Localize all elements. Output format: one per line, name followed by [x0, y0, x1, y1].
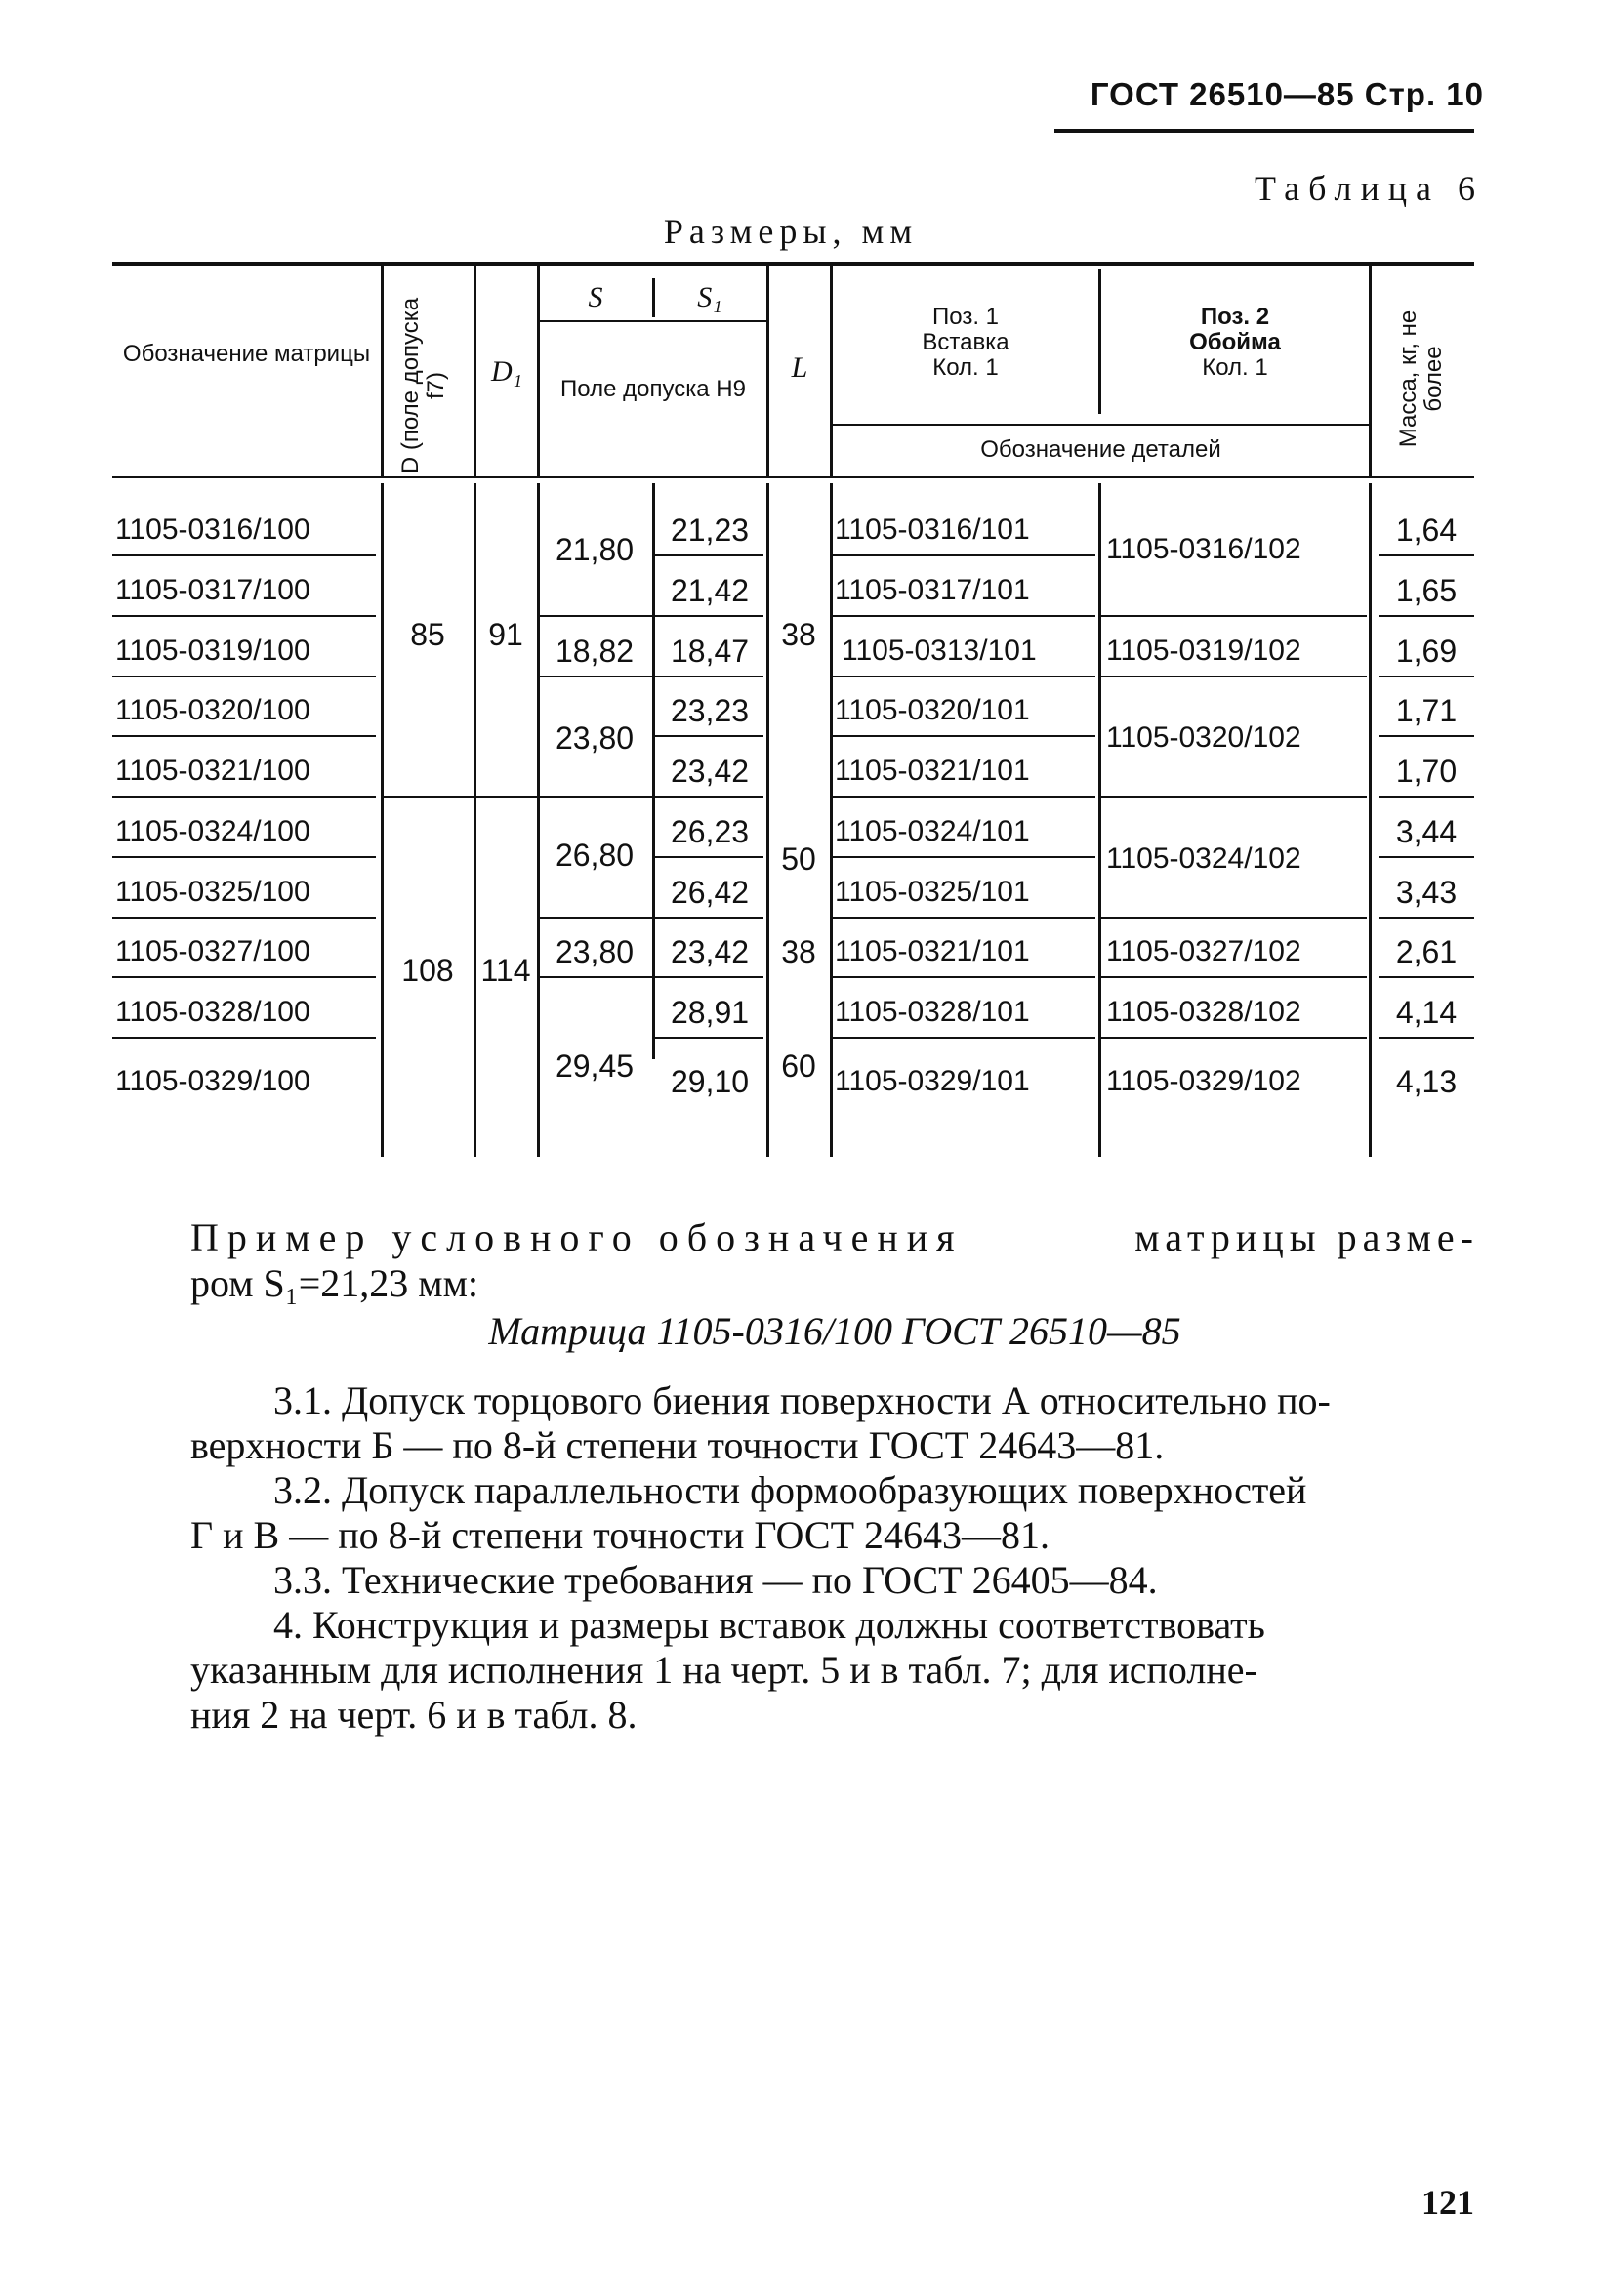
table-label: Таблица 6 — [1255, 169, 1484, 208]
body-vline — [1098, 483, 1101, 1157]
s1-rule — [654, 976, 763, 978]
mass-value: 1,64 — [1395, 512, 1458, 548]
example-line-2: ром S₁=21,23 мм: — [190, 1261, 479, 1305]
table-row-designation: 1105-0327/100 — [115, 935, 310, 967]
s-value: 26,80 — [555, 838, 635, 873]
row-rule — [112, 856, 376, 858]
pos1-value: 1105-0321/101 — [835, 755, 1030, 787]
mass-rule — [1379, 554, 1474, 556]
clause-3-1: 3.1. Допуск торцового биения поверхности А относительно по- — [273, 1378, 1331, 1422]
header-mass: Масса, кг, не более — [1395, 309, 1447, 448]
table-row-designation: 1105-0325/100 — [115, 876, 310, 908]
s1-rule — [654, 856, 763, 858]
body-vline — [1369, 483, 1372, 1157]
s1-value: 21,23 — [670, 512, 750, 548]
pos2-rule — [1101, 796, 1367, 798]
s1-value: 29,10 — [670, 1064, 750, 1099]
body-vline — [830, 483, 833, 1157]
pos2-rule — [1101, 1037, 1367, 1039]
d1-value: 91 — [488, 617, 523, 652]
row-rule — [112, 917, 376, 919]
table-row-designation: 1105-0317/100 — [115, 574, 310, 606]
mass-rule — [1379, 976, 1474, 978]
s1-value: 23,23 — [670, 693, 750, 728]
clause-3-1-cont: верхности Б — по 8-й степени точности ГОСТ 24643—81. — [190, 1423, 1165, 1467]
header-vline — [652, 278, 655, 317]
row-rule — [112, 676, 376, 677]
s-rule — [539, 615, 652, 617]
pos1-value: 1105-0324/101 — [835, 815, 1030, 847]
group-rule — [381, 796, 537, 798]
mass-rule — [1379, 1037, 1474, 1039]
table-top-rule — [112, 262, 1474, 266]
pos1-rule — [832, 615, 1095, 617]
example-lead: Пример условного обозначения — [190, 1215, 964, 1259]
clause-4: 4. Конструкция и размеры вставок должны соответствовать — [273, 1603, 1265, 1647]
parts-divider — [832, 424, 1369, 426]
s1-value: 26,23 — [670, 814, 750, 849]
row-rule — [112, 796, 376, 798]
pos1-rule — [832, 917, 1095, 919]
mass-rule — [1379, 917, 1474, 919]
row-rule — [112, 976, 376, 978]
pos2-rule — [1101, 615, 1367, 617]
header-pos2 — [1103, 305, 1367, 381]
s-value: 23,80 — [555, 934, 635, 969]
header-vline — [474, 266, 476, 476]
pos2-name: Обойма — [1189, 329, 1281, 355]
pos1-name: Вставка — [922, 329, 1009, 355]
mass-value: 4,13 — [1395, 1064, 1458, 1099]
s-value: 29,45 — [555, 1048, 635, 1084]
example-tail: матрицы разме- — [1134, 1215, 1479, 1259]
s1-rule — [654, 676, 763, 677]
pos1-value: 1105-0328/101 — [835, 996, 1030, 1028]
header-designation: Обозначение матрицы — [122, 341, 371, 367]
s1-value: 23,42 — [670, 934, 750, 969]
pos2-value: 1105-0329/102 — [1106, 1065, 1301, 1097]
s1-rule — [654, 796, 763, 798]
clause-3-2: 3.2. Допуск параллельности формообразующих поверхностей — [273, 1468, 1307, 1512]
header-vline — [1369, 266, 1372, 476]
pos1-value: 1105-0316/101 — [835, 513, 1030, 546]
header-s1: S₁ — [697, 281, 722, 313]
pos1-rule — [832, 796, 1095, 798]
pos2-value: 1105-0316/102 — [1106, 533, 1301, 565]
mass-value: 2,61 — [1395, 934, 1458, 969]
s-columns-divider — [539, 320, 766, 322]
s1-rule — [654, 615, 763, 617]
example-formula: Матрица 1105-0316/100 ГОСТ 26510—85 — [488, 1309, 1181, 1353]
pos1-rule — [832, 735, 1095, 737]
table-row-designation: 1105-0324/100 — [115, 815, 310, 847]
mass-value: 3,43 — [1395, 875, 1458, 910]
header-vline — [381, 266, 384, 476]
pos1-qty: Кол. 1 — [932, 354, 999, 381]
s-rule — [539, 917, 652, 919]
table-row-designation: 1105-0320/100 — [115, 694, 310, 726]
table-row-designation: 1105-0321/100 — [115, 755, 310, 787]
row-rule — [112, 615, 376, 617]
s-rule — [539, 676, 652, 677]
s1-rule — [654, 1037, 763, 1039]
header-s: S — [588, 281, 603, 313]
l-value: 60 — [781, 1048, 816, 1084]
s1-value: 26,42 — [670, 875, 750, 910]
pos1-value: 1105-0321/101 — [835, 935, 1030, 967]
mass-value: 1,71 — [1395, 693, 1458, 728]
pos1-value: 1105-0329/101 — [835, 1065, 1030, 1097]
table-row-designation: 1105-0329/100 — [115, 1065, 310, 1097]
pos2-rule — [1101, 676, 1367, 677]
table-row-designation: 1105-0319/100 — [115, 635, 310, 667]
s1-value: 28,91 — [670, 995, 750, 1030]
row-rule — [112, 1037, 376, 1039]
pos2-qty: Кол. 1 — [1202, 354, 1268, 381]
clause-3-3: 3.3. Технические требования — по ГОСТ 26405—84. — [273, 1558, 1158, 1602]
pos1-rule — [832, 856, 1095, 858]
s-value: 21,80 — [555, 532, 635, 567]
d-value: 108 — [401, 953, 454, 988]
body-vline — [381, 483, 384, 1157]
mass-rule — [1379, 735, 1474, 737]
pos1-label: Поз. 1 — [931, 304, 999, 330]
example-line-1 — [190, 1215, 1479, 1259]
pos1-value: 1105-0320/101 — [835, 694, 1030, 726]
pos2-value: 1105-0320/102 — [1106, 721, 1301, 754]
pos1-rule — [832, 554, 1095, 556]
s1-value: 21,42 — [670, 573, 750, 608]
header-vline — [766, 266, 769, 476]
s1-value: 23,42 — [670, 754, 750, 789]
clause-3-2-cont: Г и В — по 8-й степени точности ГОСТ 24643—81. — [190, 1513, 1050, 1557]
table-row-designation: 1105-0316/100 — [115, 513, 310, 546]
s1-value: 18,47 — [670, 634, 750, 669]
header-vline — [537, 266, 540, 476]
table-row-designation: 1105-0328/100 — [115, 996, 310, 1028]
mass-value: 1,65 — [1395, 573, 1458, 608]
s1-rule — [654, 917, 763, 919]
pos2-value: 1105-0328/102 — [1106, 996, 1301, 1028]
header-bottom-rule — [112, 476, 1474, 478]
pos2-rule — [1101, 976, 1367, 978]
body-vline — [652, 483, 655, 1059]
clause-4-cont: указанным для исполнения 1 на черт. 5 и в табл. 7; для исполне- — [190, 1648, 1257, 1692]
header-d: D (поле допуска f7) — [397, 297, 449, 474]
l-value: 38 — [781, 934, 816, 969]
s-value: 18,82 — [555, 634, 635, 669]
pos2-value: 1105-0327/102 — [1106, 935, 1301, 967]
row-rule — [112, 554, 376, 556]
header-tolerance: Поле допуска H9 — [560, 376, 746, 402]
pos1-value: 1105-0313/101 — [842, 635, 1037, 667]
s-value: 23,80 — [555, 720, 635, 756]
d-value: 85 — [410, 617, 445, 652]
s1-rule — [654, 735, 763, 737]
mass-rule — [1379, 856, 1474, 858]
l-value: 50 — [781, 841, 816, 877]
header-parts: Обозначение деталей — [980, 436, 1221, 463]
gost-header: ГОСТ 26510—85 Стр. 10 — [1090, 76, 1484, 112]
clause-4-cont2: ния 2 на черт. 6 и в табл. 8. — [190, 1693, 638, 1737]
pos1-value: 1105-0317/101 — [835, 574, 1030, 606]
mass-rule — [1379, 615, 1474, 617]
s-rule — [539, 796, 652, 798]
mass-value: 4,14 — [1395, 995, 1458, 1030]
pos1-rule — [832, 1037, 1095, 1039]
header-l: L — [791, 351, 808, 384]
mass-value: 1,70 — [1395, 754, 1458, 789]
header-rule — [1054, 129, 1474, 133]
l-value: 38 — [781, 617, 816, 652]
mass-value: 1,69 — [1395, 634, 1458, 669]
header-d1: D₁ — [490, 355, 523, 388]
pos1-rule — [832, 676, 1095, 677]
row-rule — [112, 735, 376, 737]
pos1-rule — [832, 976, 1095, 978]
pos1-value: 1105-0325/101 — [835, 876, 1030, 908]
pos2-value: 1105-0324/102 — [1106, 842, 1301, 875]
header-vline — [1098, 269, 1101, 414]
mass-rule — [1379, 796, 1474, 798]
s-rule — [539, 976, 652, 978]
s1-rule — [654, 554, 763, 556]
header-vline — [830, 266, 833, 476]
mass-value: 3,44 — [1395, 814, 1458, 849]
body-vline — [474, 483, 476, 1157]
d1-value: 114 — [480, 953, 531, 988]
mass-rule — [1379, 676, 1474, 677]
pos2-value: 1105-0319/102 — [1106, 635, 1301, 667]
pos2-label: Поз. 2 — [1200, 304, 1270, 330]
page-number: 121 — [1421, 2183, 1474, 2222]
table-caption: Размеры, мм — [663, 212, 919, 251]
header-pos1 — [835, 305, 1096, 381]
pos2-rule — [1101, 917, 1367, 919]
